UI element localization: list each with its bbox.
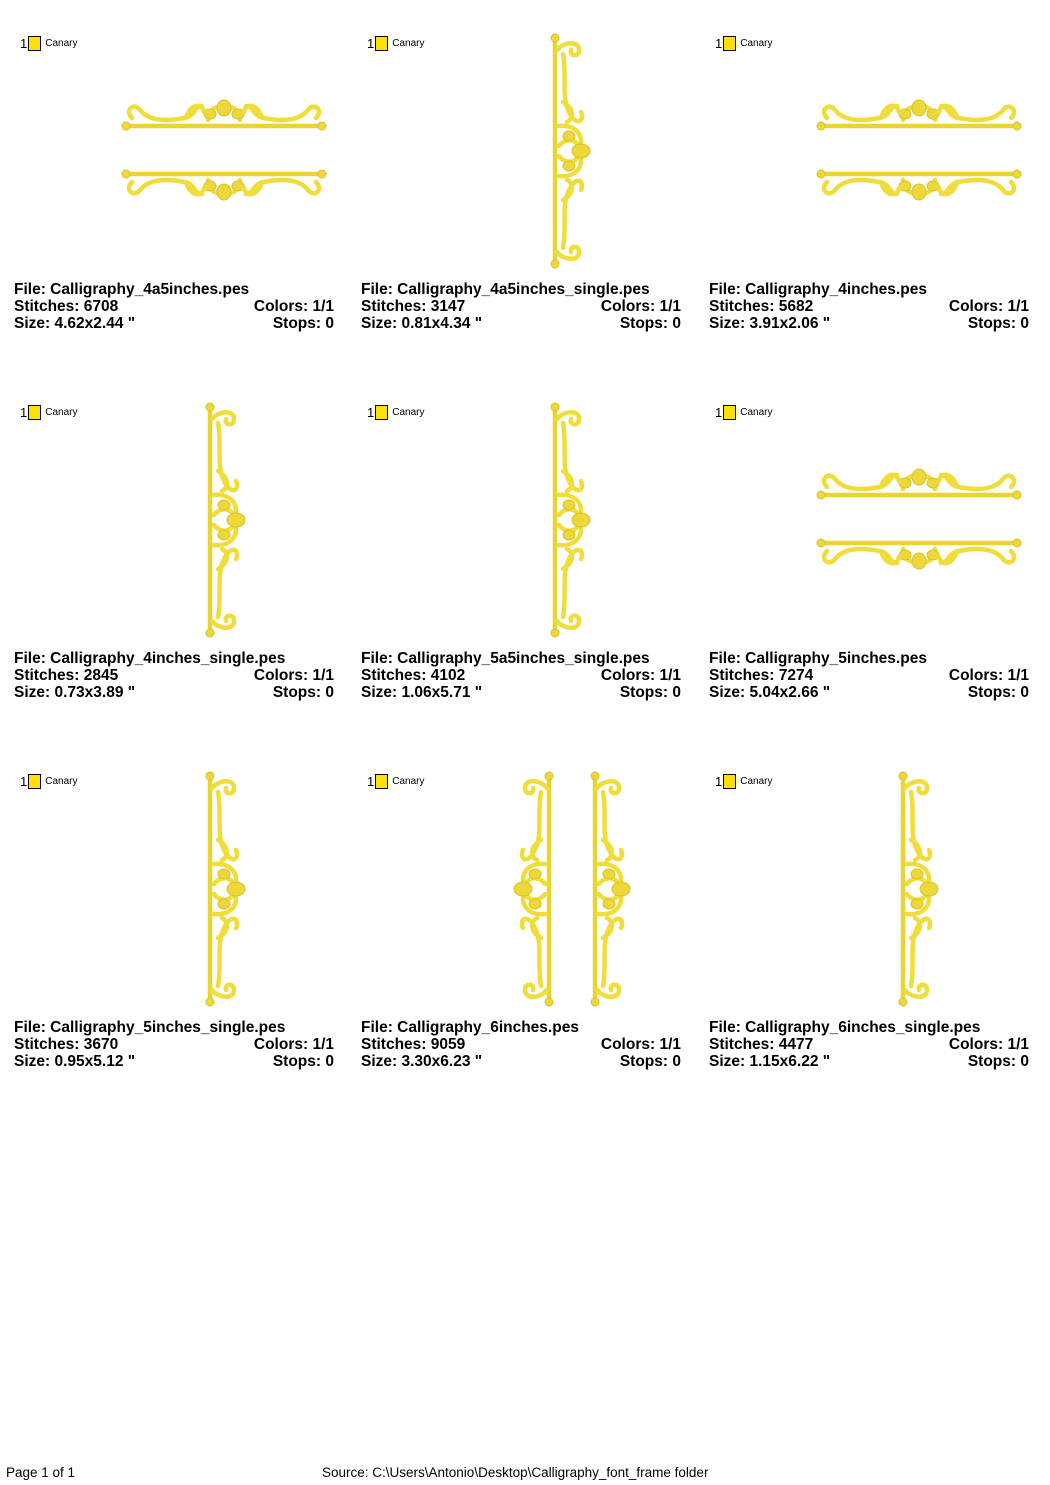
file-name: File: Calligraphy_5a5inches_single.pes <box>361 650 650 667</box>
color-count: Colors: 1/1 <box>253 298 334 315</box>
design-size: Size: 3.30x6.23 " <box>361 1053 483 1070</box>
design-info <box>14 281 334 332</box>
stitch-count: Stitches: 4477 <box>709 1036 814 1053</box>
design-size: Size: 4.62x2.44 " <box>14 315 136 332</box>
design-info <box>361 281 681 332</box>
design-size: Size: 5.04x2.66 " <box>709 684 831 701</box>
color-count: Colors: 1/1 <box>948 298 1029 315</box>
stitch-count: Stitches: 3670 <box>14 1036 119 1053</box>
source-path: Source: C:\Users\Antonio\Desktop\Calligraphy_font_frame folder <box>322 1465 709 1480</box>
stitch-count: Stitches: 9059 <box>361 1036 466 1053</box>
embroidery-preview-image <box>14 397 344 647</box>
color-count: Colors: 1/1 <box>600 667 681 684</box>
stop-count: Stops: 0 <box>272 315 334 332</box>
thread-number: 1 <box>367 35 375 51</box>
thread-number: 1 <box>367 404 375 420</box>
design-card <box>709 28 1039 348</box>
embroidery-preview-image <box>361 766 691 1016</box>
embroidery-preview-image <box>709 28 1039 278</box>
color-count: Colors: 1/1 <box>253 667 334 684</box>
design-info <box>14 650 334 701</box>
thread-name: Canary <box>740 776 773 787</box>
stop-count: Stops: 0 <box>272 1053 334 1070</box>
design-info <box>709 1019 1029 1070</box>
page-number: Page 1 of 1 <box>6 1465 76 1480</box>
thread-name: Canary <box>392 38 425 49</box>
stop-count: Stops: 0 <box>619 684 681 701</box>
design-card <box>14 397 344 717</box>
design-info <box>14 1019 334 1070</box>
color-count: Colors: 1/1 <box>600 1036 681 1053</box>
design-size: Size: 0.73x3.89 " <box>14 684 136 701</box>
thread-number: 1 <box>715 35 723 51</box>
thread-name: Canary <box>45 38 78 49</box>
design-size: Size: 1.15x6.22 " <box>709 1053 831 1070</box>
stop-count: Stops: 0 <box>967 315 1029 332</box>
stitch-count: Stitches: 3147 <box>361 298 466 315</box>
color-count: Colors: 1/1 <box>253 1036 334 1053</box>
thread-number: 1 <box>367 773 375 789</box>
thread-number: 1 <box>20 404 28 420</box>
file-name: File: Calligraphy_5inches_single.pes <box>14 1019 286 1036</box>
design-card <box>14 766 344 1086</box>
design-info <box>361 1019 681 1070</box>
file-name: File: Calligraphy_4a5inches_single.pes <box>361 281 650 298</box>
thread-number: 1 <box>20 773 28 789</box>
embroidery-preview-image <box>14 766 344 1016</box>
thread-name: Canary <box>392 407 425 418</box>
file-name: File: Calligraphy_6inches.pes <box>361 1019 579 1036</box>
design-size: Size: 0.81x4.34 " <box>361 315 483 332</box>
embroidery-preview-image <box>709 397 1039 647</box>
stop-count: Stops: 0 <box>272 684 334 701</box>
design-info <box>709 281 1029 332</box>
design-card <box>361 28 691 348</box>
file-name: File: Calligraphy_5inches.pes <box>709 650 927 667</box>
file-name: File: Calligraphy_4inches.pes <box>709 281 927 298</box>
design-card <box>709 397 1039 717</box>
thread-name: Canary <box>740 38 773 49</box>
stop-count: Stops: 0 <box>967 684 1029 701</box>
thread-name: Canary <box>45 407 78 418</box>
thread-number: 1 <box>715 404 723 420</box>
stop-count: Stops: 0 <box>619 315 681 332</box>
stitch-count: Stitches: 6708 <box>14 298 119 315</box>
stop-count: Stops: 0 <box>967 1053 1029 1070</box>
thread-name: Canary <box>740 407 773 418</box>
design-card <box>709 766 1039 1086</box>
thread-name: Canary <box>392 776 425 787</box>
color-count: Colors: 1/1 <box>948 1036 1029 1053</box>
design-size: Size: 1.06x5.71 " <box>361 684 483 701</box>
stitch-count: Stitches: 5682 <box>709 298 814 315</box>
stitch-count: Stitches: 4102 <box>361 667 466 684</box>
stop-count: Stops: 0 <box>619 1053 681 1070</box>
file-name: File: Calligraphy_6inches_single.pes <box>709 1019 981 1036</box>
stitch-count: Stitches: 2845 <box>14 667 119 684</box>
file-name: File: Calligraphy_4inches_single.pes <box>14 650 286 667</box>
thread-name: Canary <box>45 776 78 787</box>
color-count: Colors: 1/1 <box>600 298 681 315</box>
design-card <box>361 766 691 1086</box>
design-card <box>361 397 691 717</box>
thread-number: 1 <box>715 773 723 789</box>
design-info <box>709 650 1029 701</box>
color-count: Colors: 1/1 <box>948 667 1029 684</box>
stitch-count: Stitches: 7274 <box>709 667 814 684</box>
file-name: File: Calligraphy_4a5inches.pes <box>14 281 250 298</box>
design-card <box>14 28 344 348</box>
embroidery-preview-image <box>14 28 344 278</box>
embroidery-preview-image <box>709 766 1039 1016</box>
design-size: Size: 3.91x2.06 " <box>709 315 831 332</box>
design-size: Size: 0.95x5.12 " <box>14 1053 136 1070</box>
design-info <box>361 650 681 701</box>
embroidery-preview-image <box>361 28 691 278</box>
embroidery-preview-image <box>361 397 691 647</box>
thread-number: 1 <box>20 35 28 51</box>
